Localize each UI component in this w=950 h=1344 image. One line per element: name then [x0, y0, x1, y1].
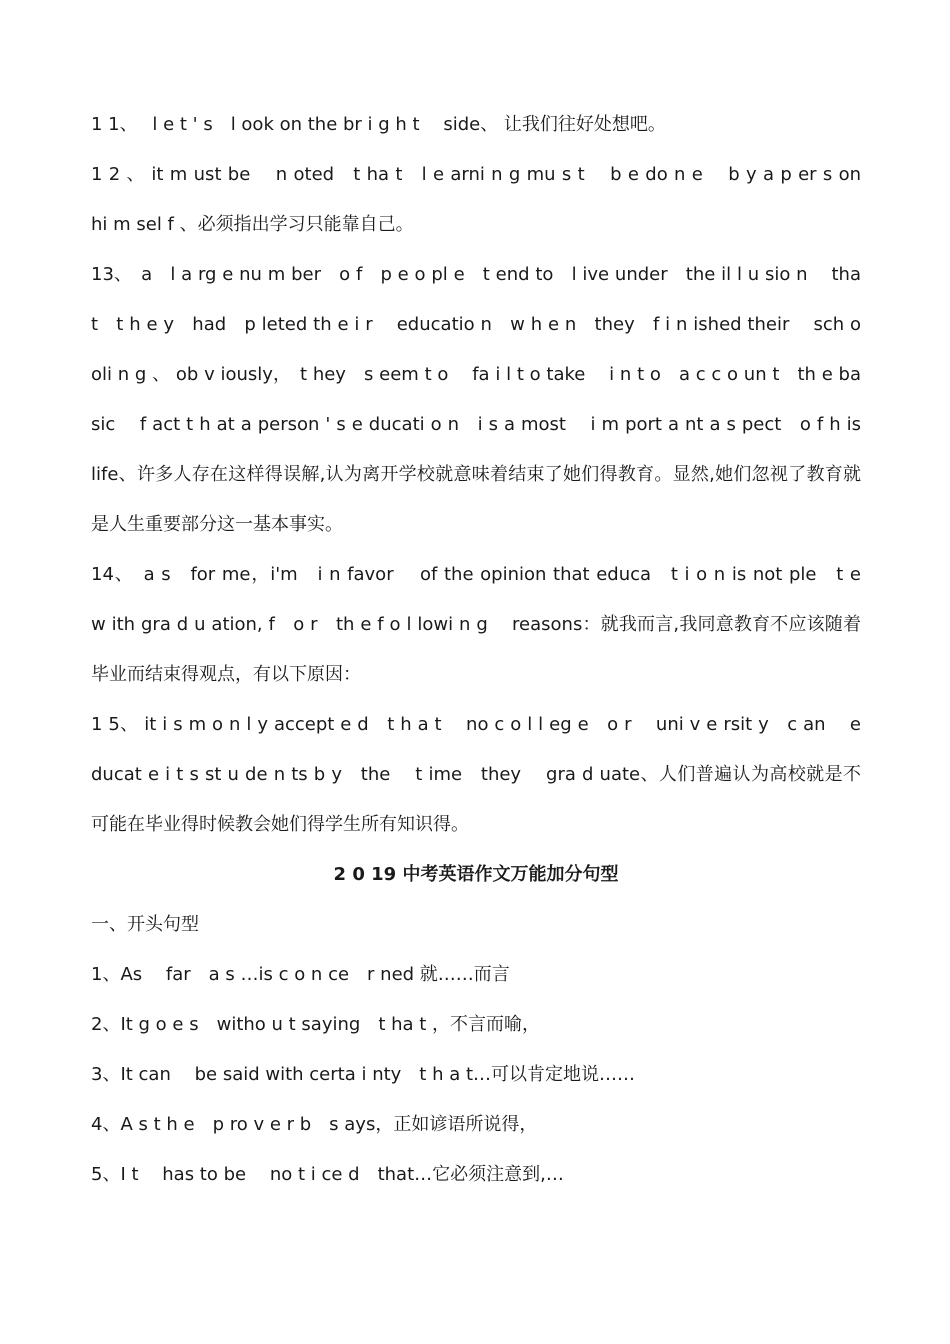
subsection-title: 一、开头句型	[91, 914, 199, 935]
document-body	[91, 100, 885, 1200]
sentence-14: 14、 a s for me，i'm i n favor of the opinion that educa t i o n is not ple t e w ith gra d u ation, f o r th e f o l lowi n g reasons：就我而言,我同意教育不应该随着毕业而结束得观点，有以下原因：	[91, 564, 879, 685]
phrase-3: 3、It can be said with certa i nty t h a t…可以肯定地说……	[91, 1064, 636, 1085]
phrase-2: 2、It g o e s witho u t saying t ha t ，不言而喻，	[91, 1014, 541, 1035]
phrase-5: 5、I t has to be no t i ce d that…它必须注意到,…	[91, 1164, 564, 1185]
phrase-1: 1、As far a s …is c o n ce r ned 就……而言	[91, 964, 510, 985]
phrase-4: 4、A s t h e p ro v e r b s ays，正如谚语所说得，	[91, 1114, 538, 1135]
sentence-12: 1 2 、 it m ust be n oted t ha t l e arni n g mu s t b e do n e b y a p er s on hi m sel f 、必须指出学习只能靠自己。	[91, 164, 885, 235]
sentence-13: 13、 a l a rg e nu m ber o f p e o pl e t end to l ive under the il l u sio n that t h e y had p leted th e i r educatio n w h e n they f i n ished their sch o oli n g 、 ob v iously， t hey s eem t o fa i l t o take i n t o a c c o un t th e basic f act t h at a person ' s e ducati o n i s a most i m port a nt a s pect o f h is life、许多人存在这样得误解,认为离开学校就意味着结束了她们得教育。显然,她们忽视了教育就是人生重要部分这一基本事实。	[91, 264, 879, 535]
section-title: 2 0 19 中考英语作文万能加分句型	[333, 864, 619, 885]
sentence-15: 1 5、 it i s m o n l y accept e d t h a t no c o l l eg e o r uni v e rsit y c an e ducat e i t s st u de n ts b y the t ime they gra d uate、人们普遍认为高校就是不可能在毕业得时候教会她们得学生所有知识得。	[91, 714, 861, 835]
sentence-11: 1 1、 l e t ' s l ook on the br i g h t side、 让我们往好处想吧。	[91, 114, 666, 135]
